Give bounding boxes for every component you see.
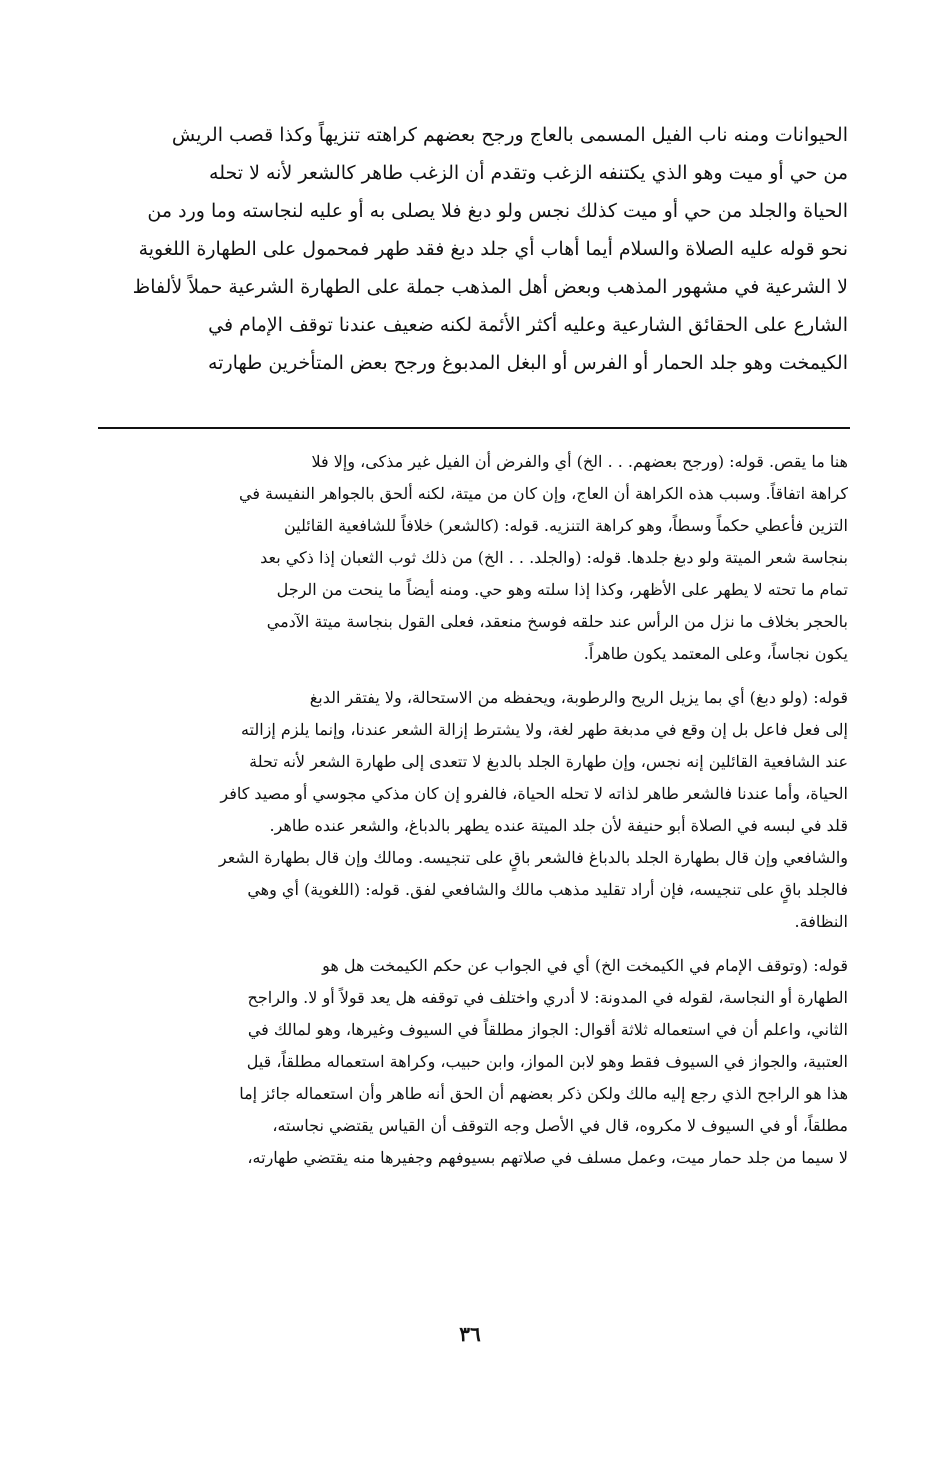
footnote-line: عند الشافعية القائلين إنه نجس، وإن طهارة الجلد بالدبغ لا تتعدى إلى طهارة الشعر لأنه تحلة — [249, 752, 848, 771]
footnote-line: الطهارة أو النجاسة، لقوله في المدونة: لا أدري واختلف في توقفه هل يعد قولاً أو لا. والراجح — [247, 988, 848, 1007]
footnote-line: بنجاسة شعر الميتة ولو دبغ جلدها. قوله: (والجلد. . . الخ) من ذلك ثوب الثعبان إذا ذكي بعد — [260, 548, 848, 567]
footnote-line: التزين فأعطي حكماً وسطاً، وهو كراهة التنزيه. قوله: (كالشعر) خلافاً للشافعية القائلين — [283, 516, 848, 535]
footnote-line: فالجلد باقٍ على تنجيسه، فإن أراد تقليد مذهب مالك والشافعي لفق. قوله: (اللغوية) أي وهي — [247, 880, 848, 899]
footnote-line: بالحجر بخلاف ما نزل من الرأس عند حلقه فوسخ منعقد، فعلى القول بنجاسة ميتة الآدمي — [266, 612, 848, 631]
footnote-line: تمام ما تحته لا يطهر على الأظهر، وكذا إذا سلته وهو حي. ومنه أيضاً ما ينحت من الرجل — [276, 580, 848, 599]
footnote-line: النظافة. — [794, 912, 848, 931]
footnote-line: لا سيما من جلد حمار ميت، وعمل مسلف في صلاتهم بسيوفهم وجفيرها منه يقتضي طهارته، — [247, 1148, 848, 1167]
main-text-line: الشارع على الحقائق الشارعية وعليه أكثر الأئمة لكنه ضعيف عندنا توقف الإمام في — [208, 314, 848, 336]
footnote-line: قوله: (وتوقف الإمام في الكيمخت الخ) أي في الجواب عن حكم الكيمخت هل هو — [322, 956, 848, 975]
footnote-line: قوله: (ولو دبغ) أي بما يزيل الريح والرطوبة، ويحفظه من الاستحالة، ولا يفتقر الدبغ — [309, 688, 848, 707]
footnotes-block — [96, 446, 848, 1186]
footnote-line: والشافعي وإن قال بطهارة الجلد بالدباغ فالشعر باقٍ على تنجيسه. ومالك وإن قال بطهارة الشعر — [218, 848, 848, 867]
footnote-line: يكون نجاساً، وعلى المعتمد يكون طاهراً. — [583, 644, 848, 663]
footnote-line: الثاني، واعلم أن في استعماله ثلاثة أقوال: الجواز مطلقاً في السيوف وغيرها، وهو لمالك في — [247, 1020, 848, 1039]
footnote-line: مطلقاً، أو في السيوف لا مكروه، قال في الأصل وجه التوقف أن القياس يقتضي نجاسته، — [272, 1116, 848, 1135]
footnote-line: قلد في لبسه في الصلاة أبو حنيفة لأن جلد الميتة عنده يطهر بالدباغ، والشعر عنده طاهر. — [269, 816, 848, 835]
footnote-paragraph — [96, 950, 848, 1174]
footnote-line: العتبية، والجواز في السيوف فقط وهو لابن المواز، وابن حبيب، وكراهة استعماله مطلقاً، قيل — [246, 1052, 848, 1071]
main-text-block — [96, 116, 848, 382]
footnote-paragraph — [96, 682, 848, 938]
page-number: ٣٦ — [459, 1322, 481, 1346]
main-text-line: الكيمخت وهو جلد الحمار أو الفرس أو البغل المدبوغ ورجح بعض المتأخرين طهارته — [207, 352, 848, 374]
footnote-line: الحياة، وأما عندنا فالشعر طاهر لذاته لا تحله الحياة، فالفرو إن كان مذكي مجوسي أو مصيد كافر — [220, 784, 848, 803]
main-text-line: لا الشرعية في مشهور المذهب وبعض أهل المذهب جملة على الطهارة الشرعية حملاً لألفاظ — [132, 276, 848, 298]
main-text-line: نحو قوله عليه الصلاة والسلام أيما أهاب أي جلد دبغ فقد طهر فمحمول على الطهارة اللغوية — [138, 238, 848, 260]
main-text-line: الحيوانات ومنه ناب الفيل المسمى بالعاج ورجح بعضهم كراهته تنزيهاً وكذا قصب الريش — [171, 124, 848, 146]
footnote-paragraph — [96, 446, 848, 670]
footnote-separator — [98, 427, 850, 429]
footnote-line: هنا ما يقص. قوله: (ورجح بعضهم. . . الخ) أي والفرض أن الفيل غير مذكى، وإلا فلا — [311, 452, 848, 471]
footnote-line: إلى فعل فاعل بل إن وقع في مدبغة طهر لغة، ولا يشترط إزالة الشعر عندنا، وإنما يلزم إزالته — [240, 720, 848, 739]
footnote-line: هذا هو الراجح الذي رجع إليه مالك ولكن ذكر بعضهم أن الحق أنه طاهر وأن استعماله جائز إما — [239, 1084, 848, 1103]
footnote-line: كراهة اتفاقاً. وسبب هذه الكراهة أن العاج، وإن كان من ميتة، لكنه ألحق بالجواهر النفيسة في — [238, 484, 848, 503]
main-text-line: من حي أو ميت وهو الذي يكتنفه الزغب وتقدم أن الزغب طاهر كالشعر لأنه لا تحله — [209, 162, 848, 184]
main-text-line: الحياة والجلد من حي أو ميت كذلك نجس ولو دبغ فلا يصلى به أو عليه لنجاسته وما ورد من — [147, 200, 848, 222]
